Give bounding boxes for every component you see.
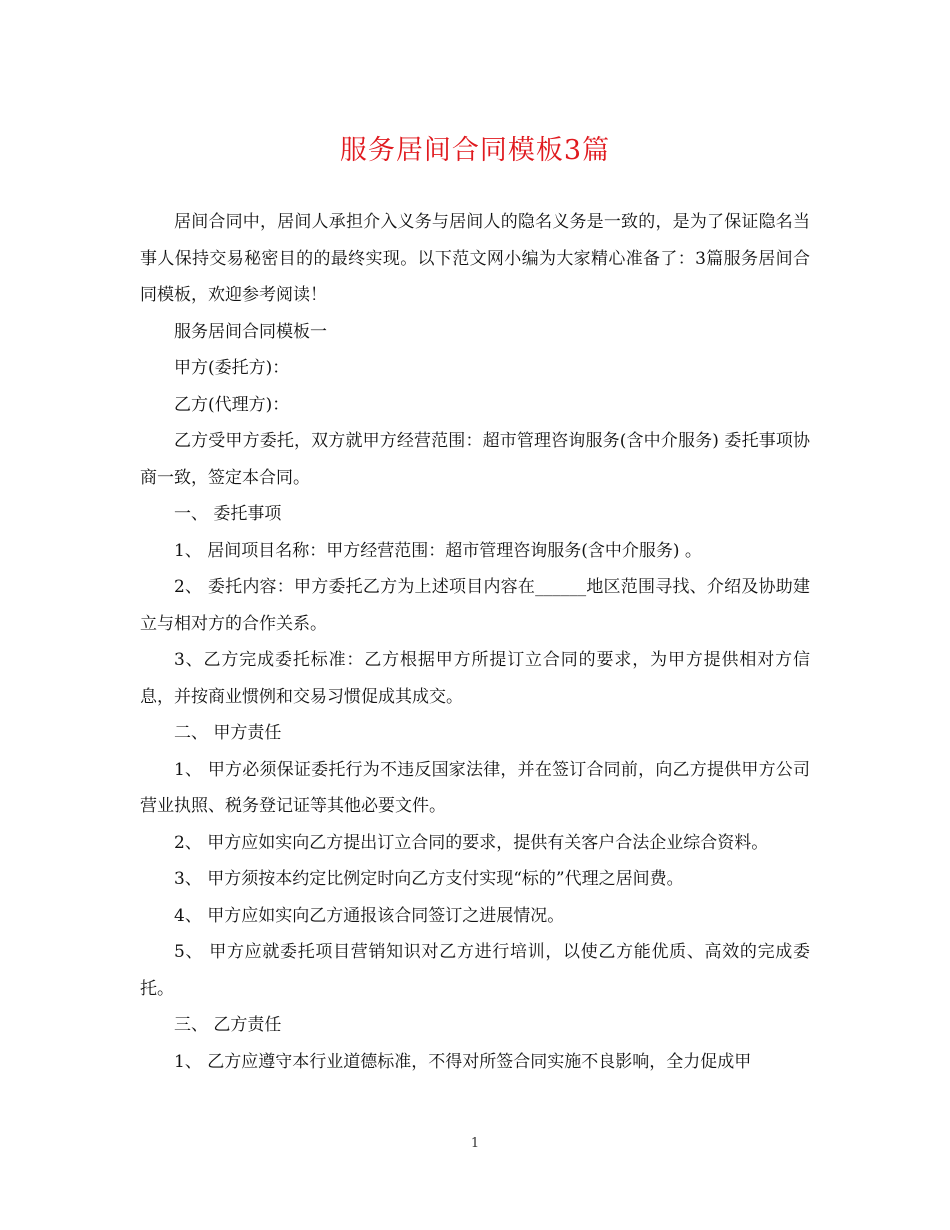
- section-heading-2: 二、 甲方责任: [174, 723, 282, 743]
- intro-paragraph: 居间合同中，居间人承担介入义务与居间人的隐名义务是一致的，是为了保证隐名当事人保持交易秘密目的的最终实现。以下范文网小编为大家精心准备了：3篇服务居间合同模板，欢迎参考阅读！: [140, 212, 810, 305]
- clause-2-2: 2、 甲方应如实向乙方提出订立合同的要求，提供有关客户合法企业综合资料。: [174, 832, 769, 853]
- party-b-line: 乙方(代理方)：: [174, 394, 290, 415]
- section-heading-1: 一、 委托事项: [174, 504, 282, 524]
- clause-1-1: 1、 居间项目名称：甲方经营范围：超市管理咨询服务(含中介服务) 。: [174, 540, 702, 561]
- clause-2-3: 3、 甲方须按本约定比例定时向乙方支付实现“标的”代理之居间费。: [174, 869, 684, 889]
- clause-3-1: 1、 乙方应遵守本行业道德标准，不得对所签合同实施不良影响，全力促成甲: [174, 1051, 752, 1072]
- agreement-paragraph: 乙方受甲方委托，双方就甲方经营范围：超市管理咨询服务(含中介服务) 委托事项协商一致，签定本合同。: [140, 431, 810, 488]
- section-heading-3: 三、 乙方责任: [174, 1015, 282, 1035]
- page-number: 1: [470, 1136, 480, 1151]
- clause-1-3: 3、乙方完成委托标准：乙方根据甲方所提订立合同的要求，为甲方提供相对方信息，并按商业惯例和交易习惯促成其成交。: [140, 650, 810, 707]
- document-title: 服务居间合同模板3篇: [339, 135, 611, 166]
- clause-2-4: 4、 甲方应如实向乙方通报该合同签订之进展情况。: [174, 905, 565, 926]
- clause-2-5: 5、 甲方应就委托项目营销知识对乙方进行培训，以使乙方能优质、高效的完成委托。: [140, 942, 810, 999]
- party-a-line: 甲方(委托方)：: [174, 358, 290, 378]
- clause-1-2: 2、 委托内容：甲方委托乙方为上述项目内容在______地区范围寻找、介绍及协助建立与相对方的合作关系。: [140, 577, 810, 634]
- template-heading: 服务居间合同模板一: [174, 321, 327, 342]
- document-body: [140, 204, 810, 1080]
- clause-2-1: 1、 甲方必须保证委托行为不违反国家法律，并在签订合同前，向乙方提供甲方公司营业执照、税务登记证等其他必要文件。: [140, 759, 810, 816]
